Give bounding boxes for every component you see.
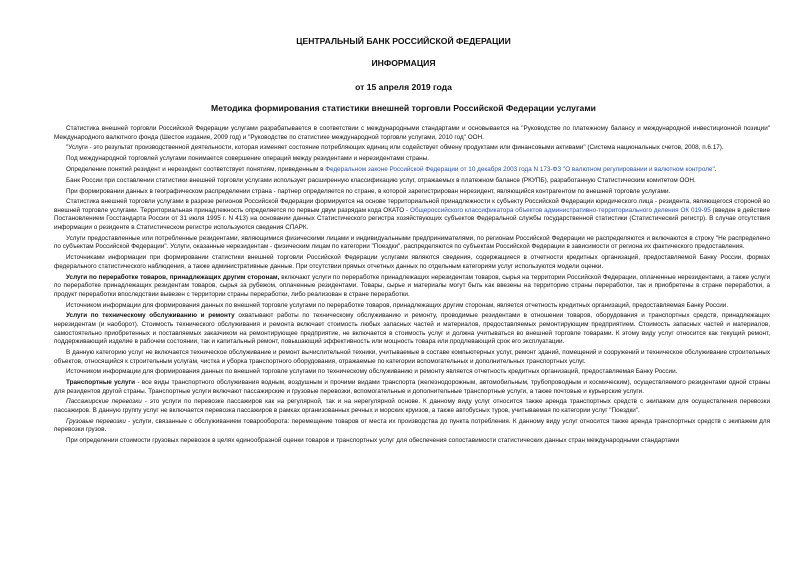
paragraph-text: . <box>714 165 717 173</box>
paragraph: Статистика внешней торговли Российской Федерации услугами разрабатывается в соответствии с международными стандартами и основывается на "Руководстве по платежному балансу и международной инвестиционной позиции" Международного валютного фонда (Шестое издание, 2009 год) и "Руководстве по статистике международной торговли услугами, 2010 год" ООН. <box>54 125 770 141</box>
bank-name: ЦЕНТРАЛЬНЫЙ БАНК РОССИЙСКОЙ ФЕДЕРАЦИИ <box>296 36 511 46</box>
document-type: ИНФОРМАЦИЯ <box>371 58 436 68</box>
paragraph <box>54 312 770 346</box>
paragraph-text: Определение понятий резидент и нерезидент соответствует понятиям, приведенным в <box>66 165 326 173</box>
paragraph-text: - услуги, связанные с обслуживанием товарооборота: перемещение товаров от места их производства до пункта потребления. К данному виду услуг относится также аренда транспортных средств с экипажем для перевозки грузов. <box>54 417 771 434</box>
section-term: Услуги по техническому обслуживанию и ремонту <box>66 312 235 320</box>
paragraph-text: (введен в действие Постановлением Госстандарта России от 31 июля 1995 г. N 413) на основании данных Статистического регистра хозяйствующих субъектов Федеральной службы государственной статистики (Статистический регистр). В случае отсутствия информации о резиденте в Статистическом регистре используются сведения СПАРК. <box>54 206 770 232</box>
paragraph: В данную категорию услуг не включается техническое обслуживание и ремонт вычислительной техники, учитываемые в составе компьютерных услуг, ремонт зданий, помещений и сооружений и техническое обслуживание строительных объектов, относящийся к строительным услугам, чистка и уборка транспортного оборудования, отражаемые по категории вспомогательных и дополнительных транспортных услуг. <box>54 348 770 365</box>
document-body <box>54 125 770 448</box>
paragraph-text: Статистика внешней торговли услугами в разрезе регионов Российской Федерации формируется на основе территориальной принадлежности к субъекту Российской Федерации юридического лица - резидента, являющегося стороной во внешней торговле услугами. Территориальная принадлежность определяется по первым двум разрядам кода ОКАТО <box>54 198 770 214</box>
paragraph: Источником информации для формирования данных по внешней торговле услугами по переработке товаров, принадлежащих другим сторонам, является отчетность кредитных организаций, предоставляемая Банку России. <box>66 301 729 309</box>
paragraph <box>54 274 770 300</box>
okato-link[interactable]: - Общероссийского классификатора объектов административно-территориального деления ОК 019-95 <box>406 206 711 214</box>
paragraph <box>54 198 770 232</box>
document-title: Методика формирования статистики внешней торговли Российской Федерации услугами <box>211 103 596 113</box>
paragraph: Источником информации для формирования данных по внешней торговле услугами по техническому обслуживанию и ремонту является отчетность кредитных организаций, предоставляемая Банку России. <box>66 368 678 376</box>
law-link[interactable]: Федеральном законе Российской Федерации от 10 декабря 2003 года N 173-ФЗ "О валютном регулировании и валютном контроле" <box>325 165 715 173</box>
section-term: Транспортные услуги <box>66 379 136 387</box>
paragraph <box>54 418 770 435</box>
paragraph <box>54 166 770 175</box>
paragraph: Под международной торговлей услугами понимается совершение операций между резидентами и нерезидентами страны. <box>66 155 429 163</box>
paragraph: Банк России при составлении статистики внешней торговли услугами использует расширенную классификацию услуг, отражаемых в платежном балансе (РКУПБ), разработанную Статистическим комитетом ООН. <box>66 176 696 184</box>
paragraph: Источниками информации при формировании статистики внешней торговли Российской Федерации услугами являются сведения, содержащиеся в отчетности кредитных организаций, предоставляемой Банку России, формах федерального статистического наблюдения, а также административные данные. При отсутствии прямых отчетных данных по отдельным категориям услуг используются модели оценки. <box>54 254 770 270</box>
paragraph: При определении стоимости грузовых перевозок в целях единообразной оценки товаров и транспортных услуг для обеспечения сопоставимости статистических данных стран международными стандартами <box>66 437 679 445</box>
paragraph-text: - это услуги по перевозке пассажиров как на регулярной, так и на нерегулярной основе. К данному виду услуг относится также аренда транспортных средств с экипажем для осуществления перевозки пассажиров. В данную группу услуг не включается перевозка пассажиров в рамках организованных речных и морских круизов, а также автобусных туров, учитываемая по категории услуг "Поездки". <box>54 398 770 415</box>
paragraph-text: охватывают работы по техническому обслуживанию и ремонту, проводимые резидентами в отношении товаров, оборудования и транспортных средств, принадлежащих нерезидентам (и наоборот). Стоимость технического обслуживания и ремонта включает стоимость любых запасных частей и материалов, предоставляемых ремонтирующим предприятием. Стоимость запасных частей и материалов, самостоятельно приобретенных и поставляемых заказчиком на ремонтирующее предприятие, не включается в стоимость услуг и должна учитываться во внешней торговле товарами. К этому виду услуг относится как текущий ремонт, поддерживающий изделие в рабочем состоянии, так и капитальный ремонт, повышающий эффективность или мощность товара или продлевающий срок его эксплуатации. <box>54 312 770 346</box>
paragraph: Услуги предоставленные или потребленные резидентами, являющимися физическими лицами и индивидуальными предпринимателями, по регионам Российской Федерации не распределяются и включаются в строку "Не распределено по субъектам Российской Федерации". Услуги, оказанные нерезидентам - физическим лицам по категории "Поездки", распределяются по субъектам Российской Федерации в зависимости от региона их фактического предоставления. <box>54 234 770 251</box>
paragraph: "Услуги - это результат производственной деятельности, которая изменяет состояние потребляющих единиц или содействует обмену продуктами или финансовыми активами" (Система национальных счетов, 2008, п.6.17). <box>66 144 724 152</box>
paragraph: При формировании данных в географическом распределении страна - партнер определяется по стране, в которой зарегистрирован нерезидент, являющийся контрагентом по внешней торговле услугами. <box>66 187 671 195</box>
subsection-term: Грузовые перевозки <box>66 417 126 425</box>
section-term: Услуги по переработке товаров, принадлежащих другим сторонам, <box>66 273 280 281</box>
paragraph-text: включают услуги по переработке принадлежащих нерезидентам товаров, сырья на территории Российской Федерации, оплаченные нерезидентами, а также услуги по переработке принадлежащих резидентам товаров, сырья за рубежом, оплаченные резидентами. Товары, сырье и материалы могут быть как ввезены на территорию страны переработки, так и приобретены в стране переработки, а продукт переработки впоследствии вывезен с территории страны переработки, либо реализован в стране переработки. <box>54 273 770 298</box>
paragraph <box>54 398 770 415</box>
subsection-term: Пассажирские перевозки <box>66 398 142 406</box>
paragraph <box>54 379 770 396</box>
paragraph-text: - все виды транспортного обслуживания водным, воздушным и прочими видами транспорта (железнодорожным, автомобильным, трубопроводным и космическим), осуществляемого резидентами одной страны для резидентов другой страны. Транспортные услуги включают пассажирские и грузовые перевозки, вспомогательные и дополнительные транспортные услуги, а также почтовые и курьерские услуги. <box>54 379 770 395</box>
document-date: от 15 апреля 2019 года <box>355 82 452 92</box>
